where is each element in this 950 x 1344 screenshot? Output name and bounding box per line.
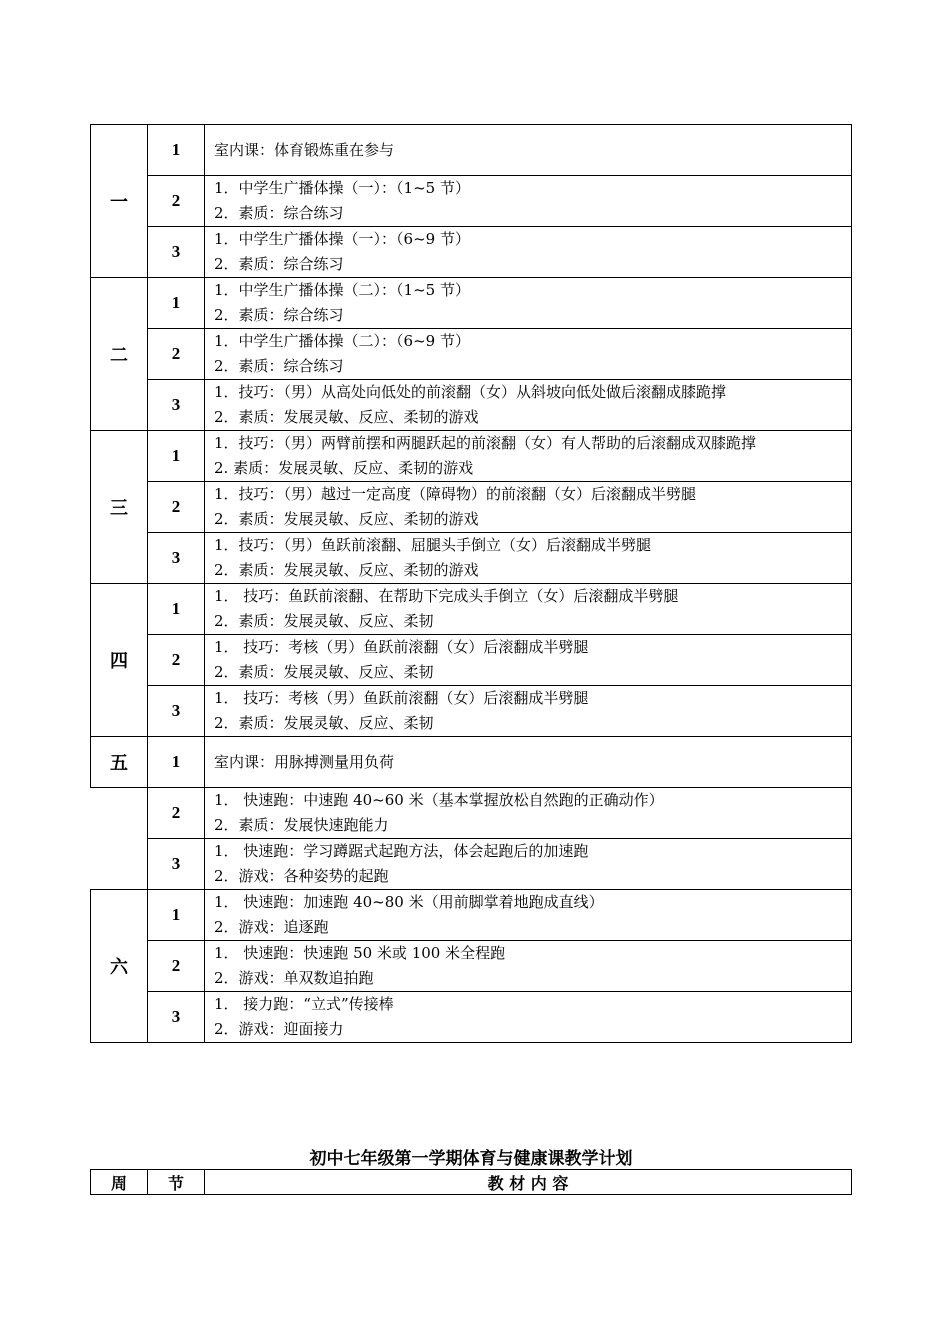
section-cell: 3 <box>148 380 205 431</box>
section-cell: 2 <box>148 482 205 533</box>
content-cell <box>205 176 852 227</box>
content-cell <box>205 278 852 329</box>
plan-title: 初中七年级第一学期体育与健康课教学计划 <box>309 1149 633 1169</box>
content-line: 2．素质：发展灵敏、反应、柔韧 <box>214 663 434 681</box>
week-cell: 六 <box>91 890 148 1043</box>
table-row <box>91 941 852 992</box>
section-cell: 1 <box>148 737 205 788</box>
content-line: 1．中学生广播体操（二）：（6~9 节） <box>214 332 470 350</box>
section-cell: 3 <box>148 533 205 584</box>
table-row <box>91 125 852 176</box>
content-line: 1． 接力跑：“立式”传接棒 <box>214 995 394 1013</box>
content-line: 1．中学生广播体操（一）：（1~5 节） <box>214 179 470 197</box>
content-cell <box>205 380 852 431</box>
week-cell: 三 <box>91 431 148 584</box>
content-cell <box>205 329 852 380</box>
week-cell: 一 <box>91 125 148 278</box>
table-row <box>91 992 852 1043</box>
content-line: 2．素质：综合练习 <box>214 357 344 375</box>
content-line: 1． 快速跑：中速跑 40~60 米（基本掌握放松自然跑的正确动作） <box>214 791 664 809</box>
content-line: 1． 技巧：考核（男）鱼跃前滚翻（女）后滚翻成半劈腿 <box>214 689 589 707</box>
week-cell: 二 <box>91 278 148 431</box>
section-cell: 2 <box>148 635 205 686</box>
section-cell: 1 <box>148 431 205 482</box>
content-line: 2．素质：综合练习 <box>214 255 344 273</box>
content-line: 2．素质：发展灵敏、反应、柔韧的游戏 <box>214 561 479 579</box>
table-row <box>91 482 852 533</box>
content-line: 1．技巧：（男）鱼跃前滚翻、屈腿头手倒立（女）后滚翻成半劈腿 <box>214 536 652 554</box>
section-cell: 3 <box>148 686 205 737</box>
table-row <box>91 737 852 788</box>
header-week: 周 <box>91 1170 148 1195</box>
content-line: 1． 技巧：鱼跃前滚翻、在帮助下完成头手倒立（女）后滚翻成半劈腿 <box>214 587 679 605</box>
content-cell <box>205 941 852 992</box>
content-cell <box>205 992 852 1043</box>
header-content: 教 材 内 容 <box>205 1170 852 1195</box>
week-cell-empty <box>91 788 148 890</box>
header-row <box>91 1170 852 1195</box>
content-line: 2．素质：综合练习 <box>214 306 344 324</box>
content-line: 2．游戏：各种姿势的起跑 <box>214 867 389 885</box>
plan-header-table <box>90 1169 852 1195</box>
section-cell: 2 <box>148 788 205 839</box>
section-cell: 3 <box>148 992 205 1043</box>
content-cell <box>205 635 852 686</box>
week-cell: 五 <box>91 737 148 788</box>
header-section: 节 <box>148 1170 205 1195</box>
section-cell: 1 <box>148 584 205 635</box>
section-cell: 3 <box>148 227 205 278</box>
lesson-plan-table <box>90 124 852 1043</box>
table-row <box>91 635 852 686</box>
content-line: 1．中学生广播体操（一）：（6~9 节） <box>214 230 470 248</box>
section-cell: 3 <box>148 839 205 890</box>
table-row <box>91 227 852 278</box>
section-cell: 1 <box>148 890 205 941</box>
content-line: 2．素质：发展灵敏、反应、柔韧 <box>214 612 434 630</box>
content-cell <box>205 686 852 737</box>
table-row <box>91 176 852 227</box>
content-line: 2．素质：发展快速跑能力 <box>214 816 389 834</box>
content-line: 2．素质：发展灵敏、反应、柔韧的游戏 <box>214 510 479 528</box>
section-cell: 1 <box>148 125 205 176</box>
content-line: 2. 素质：发展灵敏、反应、柔韧的游戏 <box>214 459 474 477</box>
content-cell <box>205 839 852 890</box>
content-line: 1．技巧：（男）越过一定高度（障碍物）的前滚翻（女）后滚翻成半劈腿 <box>214 485 697 503</box>
table-row <box>91 839 852 890</box>
section-cell: 2 <box>148 329 205 380</box>
table-row <box>91 533 852 584</box>
content-cell <box>205 584 852 635</box>
content-line: 1． 快速跑：快速跑 50 米或 100 米全程跑 <box>214 944 506 962</box>
content-line: 室内课：用脉搏测量用负荷 <box>214 752 395 771</box>
section-cell: 2 <box>148 941 205 992</box>
content-line: 2．素质：发展灵敏、反应、柔韧的游戏 <box>214 408 479 426</box>
content-line: 1．中学生广播体操（二）：（1~5 节） <box>214 281 470 299</box>
table-row <box>91 788 852 839</box>
table-row <box>91 329 852 380</box>
content-cell <box>205 533 852 584</box>
table-row <box>91 278 852 329</box>
content-cell <box>205 788 852 839</box>
content-line: 1． 快速跑：学习蹲踞式起跑方法，体会起跑后的加速跑 <box>214 842 589 860</box>
content-line: 2．游戏：单双数追拍跑 <box>214 969 374 987</box>
table-row <box>91 431 852 482</box>
content-line: 1． 快速跑：加速跑 40~80 米（用前脚掌着地跑成直线） <box>214 893 604 911</box>
content-cell <box>205 890 852 941</box>
content-line: 2．素质：发展灵敏、反应、柔韧 <box>214 714 434 732</box>
content-cell <box>205 227 852 278</box>
content-line: 2．游戏：追逐跑 <box>214 918 329 936</box>
section-cell: 1 <box>148 278 205 329</box>
content-cell <box>205 737 852 788</box>
content-line: 2．游戏：迎面接力 <box>214 1020 344 1038</box>
content-line: 室内课：体育锻炼重在参与 <box>214 140 395 159</box>
content-cell <box>205 125 852 176</box>
content-cell <box>205 431 852 482</box>
table-row <box>91 890 852 941</box>
week-cell: 四 <box>91 584 148 737</box>
content-line: 1． 技巧：考核（男）鱼跃前滚翻（女）后滚翻成半劈腿 <box>214 638 589 656</box>
content-line: 2．素质：综合练习 <box>214 204 344 222</box>
content-line: 1．技巧：（男）从高处向低处的前滚翻（女）从斜坡向低处做后滚翻成膝跪撑 <box>214 383 727 401</box>
table-row <box>91 686 852 737</box>
table-row <box>91 380 852 431</box>
content-cell <box>205 482 852 533</box>
table-row <box>91 584 852 635</box>
section-cell: 2 <box>148 176 205 227</box>
content-line: 1．技巧：（男）两臂前摆和两腿跃起的前滚翻（女）有人帮助的后滚翻成双膝跪撑 <box>214 434 757 452</box>
